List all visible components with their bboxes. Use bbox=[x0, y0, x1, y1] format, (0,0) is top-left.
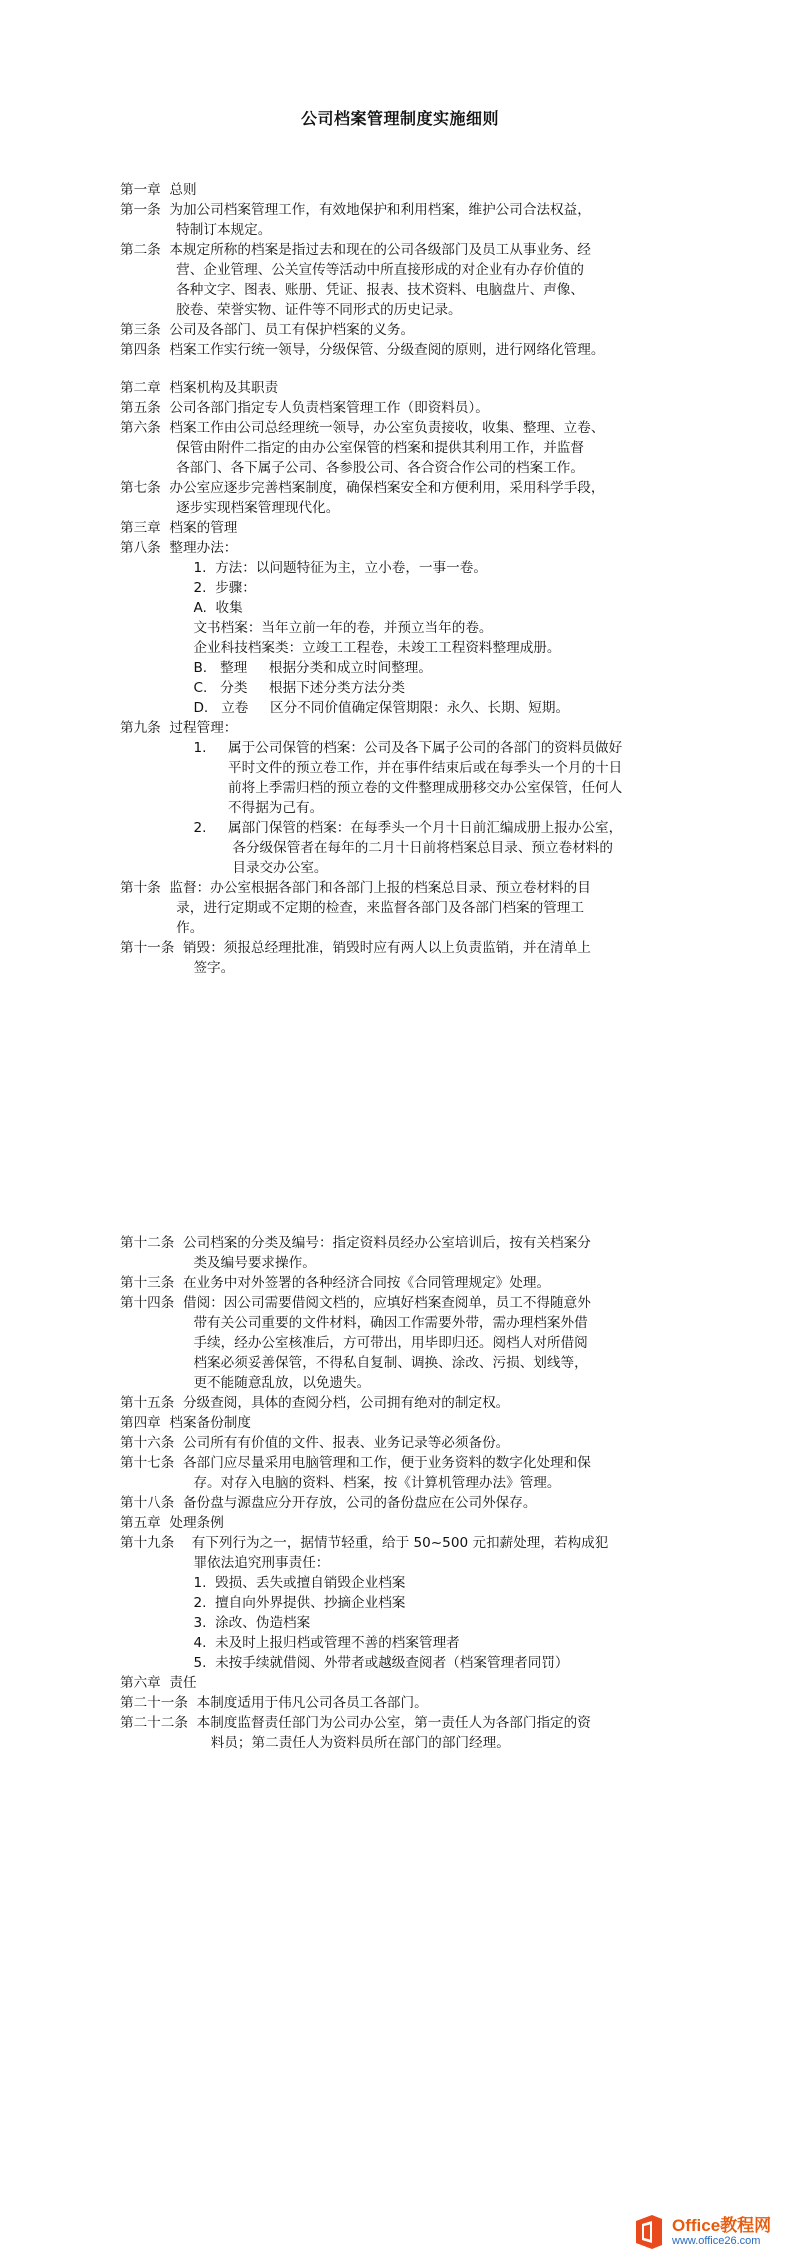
document-line: 平时文件的预立卷工作，并在事件结束后或在每季头一个月的十日 bbox=[120, 760, 623, 776]
document-line: 第五条 公司各部门指定专人负责档案管理工作（即资料员）。 bbox=[120, 400, 489, 416]
document-line: 第七条 办公室应逐步完善档案制度，确保档案安全和方便利用，采用科学手段， bbox=[120, 480, 605, 496]
document-line: 1. 属于公司保管的档案：公司及各下属子公司的各部门的资料员做好 bbox=[120, 740, 623, 756]
document-line: 前将上季需归档的预立卷的文件整理成册移交办公室保管，任何人 bbox=[120, 780, 623, 796]
document-line: 保管由附件二指定的由办公室保管的档案和提供其利用工作，并监督 bbox=[120, 440, 584, 456]
document-line: 第十五条 分级查阅，具体的查阅分档，公司拥有绝对的制定权。 bbox=[120, 1395, 510, 1411]
document-line: 签字。 bbox=[120, 960, 235, 976]
document-line: 第十四条 借阅：因公司需要借阅文档的，应填好档案查阅单，员工不得随意外 bbox=[120, 1295, 591, 1311]
document-line: 第三章 档案的管理 bbox=[120, 520, 238, 536]
document-line: 第十八条 备份盘与源盘应分开存放，公司的备份盘应在公司外保存。 bbox=[120, 1495, 537, 1511]
document-line: 2. 属部门保管的档案：在每季头一个月十日前汇编成册上报办公室， bbox=[120, 820, 623, 836]
document-line: 第十二条 公司档案的分类及编号：指定资料员经办公室培训后，按有关档案分 bbox=[120, 1235, 591, 1251]
document-line: D. 立卷 区分不同价值确定保管期限：永久、长期、短期。 bbox=[120, 700, 570, 716]
document-line: 第九条 过程管理： bbox=[120, 720, 238, 736]
document-line: 第六章 责任 bbox=[120, 1675, 197, 1691]
document-line: 第三条 公司及各部门、员工有保护档案的义务。 bbox=[120, 322, 415, 338]
document-line: 文书档案：当年立前一年的卷，并预立当年的卷。 bbox=[120, 620, 493, 636]
document-line: 第十六条 公司所有有价值的文件、报表、业务记录等必须备份。 bbox=[120, 1435, 510, 1451]
document-line: 料员；第二责任人为资料员所在部门的部门经理。 bbox=[120, 1735, 510, 1751]
watermark-brand: Office教程网 bbox=[672, 2215, 772, 2235]
document-line: 2. 擅自向外界提供、抄摘企业档案 bbox=[120, 1595, 406, 1611]
document-line: B. 整理 根据分类和成立时间整理。 bbox=[120, 660, 432, 676]
document-line: 1. 方法：以问题特征为主，立小卷，一事一卷。 bbox=[120, 560, 487, 576]
document-line: 作。 bbox=[120, 920, 204, 936]
document-section-2 bbox=[120, 1233, 690, 1753]
document-line: 3. 涂改、伪造档案 bbox=[120, 1615, 311, 1631]
document-line: 录，进行定期或不定期的检查，来监督各部门及各部门档案的管理工 bbox=[120, 900, 584, 916]
office-logo-icon bbox=[632, 2213, 666, 2251]
document-line: 第一条 为加公司档案管理工作，有效地保护和利用档案，维护公司合法权益， bbox=[120, 202, 591, 218]
document-line: 存。对存入电脑的资料、档案，按《计算机管理办法》管理。 bbox=[120, 1475, 561, 1491]
document-line: 罪依法追究刑事责任： bbox=[120, 1555, 330, 1571]
document-line: 营、企业管理、公关宣传等活动中所直接形成的对企业有办存价值的 bbox=[120, 262, 584, 278]
document-line: 第二章 档案机构及其职责 bbox=[120, 380, 279, 396]
document-line: 5. 未按手续就借阅、外带者或越级查阅者（档案管理者同罚） bbox=[120, 1655, 569, 1671]
document-line: 4. 未及时上报归档或管理不善的档案管理者 bbox=[120, 1635, 460, 1651]
document-line: 第十一条 销毁：须报总经理批准，销毁时应有两人以上负责监销，并在清单上 bbox=[120, 940, 591, 956]
document-line: 企业科技档案类：立竣工工程卷，未竣工工程资料整理成册。 bbox=[120, 640, 561, 656]
watermark-url: www.office26.com bbox=[672, 2235, 761, 2248]
document-line: 1. 毁损、丢失或擅自销毁企业档案 bbox=[120, 1575, 406, 1591]
document-line bbox=[120, 360, 690, 378]
document-line: 不得据为己有。 bbox=[120, 800, 324, 816]
document-line: C. 分类 根据下述分类方法分类 bbox=[120, 680, 405, 696]
document-line: 第二条 本规定所称的档案是指过去和现在的公司各级部门及员工从事业务、经 bbox=[120, 242, 591, 258]
document-line: 第五章 处理条例 bbox=[120, 1515, 224, 1531]
document-title: 公司档案管理制度实施细则 bbox=[300, 109, 499, 128]
site-watermark[interactable] bbox=[632, 2210, 792, 2254]
document-line: 各部门、各下属子公司、各参股公司、各合资合作公司的档案工作。 bbox=[120, 460, 584, 476]
document-line: 类及编号要求操作。 bbox=[120, 1255, 316, 1271]
document-line: 第二十二条 本制度监督责任部门为公司办公室，第一责任人为各部门指定的资 bbox=[120, 1715, 591, 1731]
document-line: 特制订本规定。 bbox=[120, 222, 272, 238]
document-line: 档案必须妥善保管，不得私自复制、调换、涂改、污损、划线等， bbox=[120, 1355, 588, 1371]
document-section-1 bbox=[120, 180, 690, 978]
document-line: 第十九条 有下列行为之一，据情节轻重，给于 50~500 元扣薪处理，若构成犯 bbox=[120, 1535, 609, 1551]
document-line: 手续，经办公室核准后，方可带出，用毕即归还。阅档人对所借阅 bbox=[120, 1335, 588, 1351]
document-line: 第二十一条 本制度适用于伟凡公司各员工各部门。 bbox=[120, 1695, 428, 1711]
document-line: 第十七条 各部门应尽量采用电脑管理和工作，便于业务资料的数字化处理和保 bbox=[120, 1455, 591, 1471]
document-line: 目录交办公室。 bbox=[120, 860, 328, 876]
document-line: 第四条 档案工作实行统一领导，分级保管、分级查阅的原则，进行网络化管理。 bbox=[120, 342, 605, 358]
document-line: 带有关公司重要的文件材料，确因工作需要外带，需办理档案外借 bbox=[120, 1315, 588, 1331]
document-line: 第六条 档案工作由公司总经理统一领导，办公室负责接收，收集、整理、立卷、 bbox=[120, 420, 605, 436]
document-line: 各种文字、图表、账册、凭证、报表、技术资料、电脑盘片、声像、 bbox=[120, 282, 584, 298]
document-line: 2. 步骤： bbox=[120, 580, 256, 596]
document-line: A. 收集 bbox=[120, 600, 243, 616]
document-line: 更不能随意乱放，以免遗失。 bbox=[120, 1375, 371, 1391]
document-line: 胶卷、荣誉实物、证件等不同形式的历史记录。 bbox=[120, 302, 462, 318]
document-line: 逐步实现档案管理现代化。 bbox=[120, 500, 340, 516]
document-line: 第十条 监督：办公室根据各部门和各部门上报的档案总目录、预立卷材料的目 bbox=[120, 880, 591, 896]
document-line: 第一章 总则 bbox=[120, 182, 197, 198]
document-line: 各分级保管者在每年的二月十日前将档案总目录、预立卷材料的 bbox=[120, 840, 613, 856]
document-line: 第四章 档案备份制度 bbox=[120, 1415, 251, 1431]
document-line: 第十三条 在业务中对外签署的各种经济合同按《合同管理规定》处理。 bbox=[120, 1275, 551, 1291]
document-line: 第八条 整理办法： bbox=[120, 540, 238, 556]
